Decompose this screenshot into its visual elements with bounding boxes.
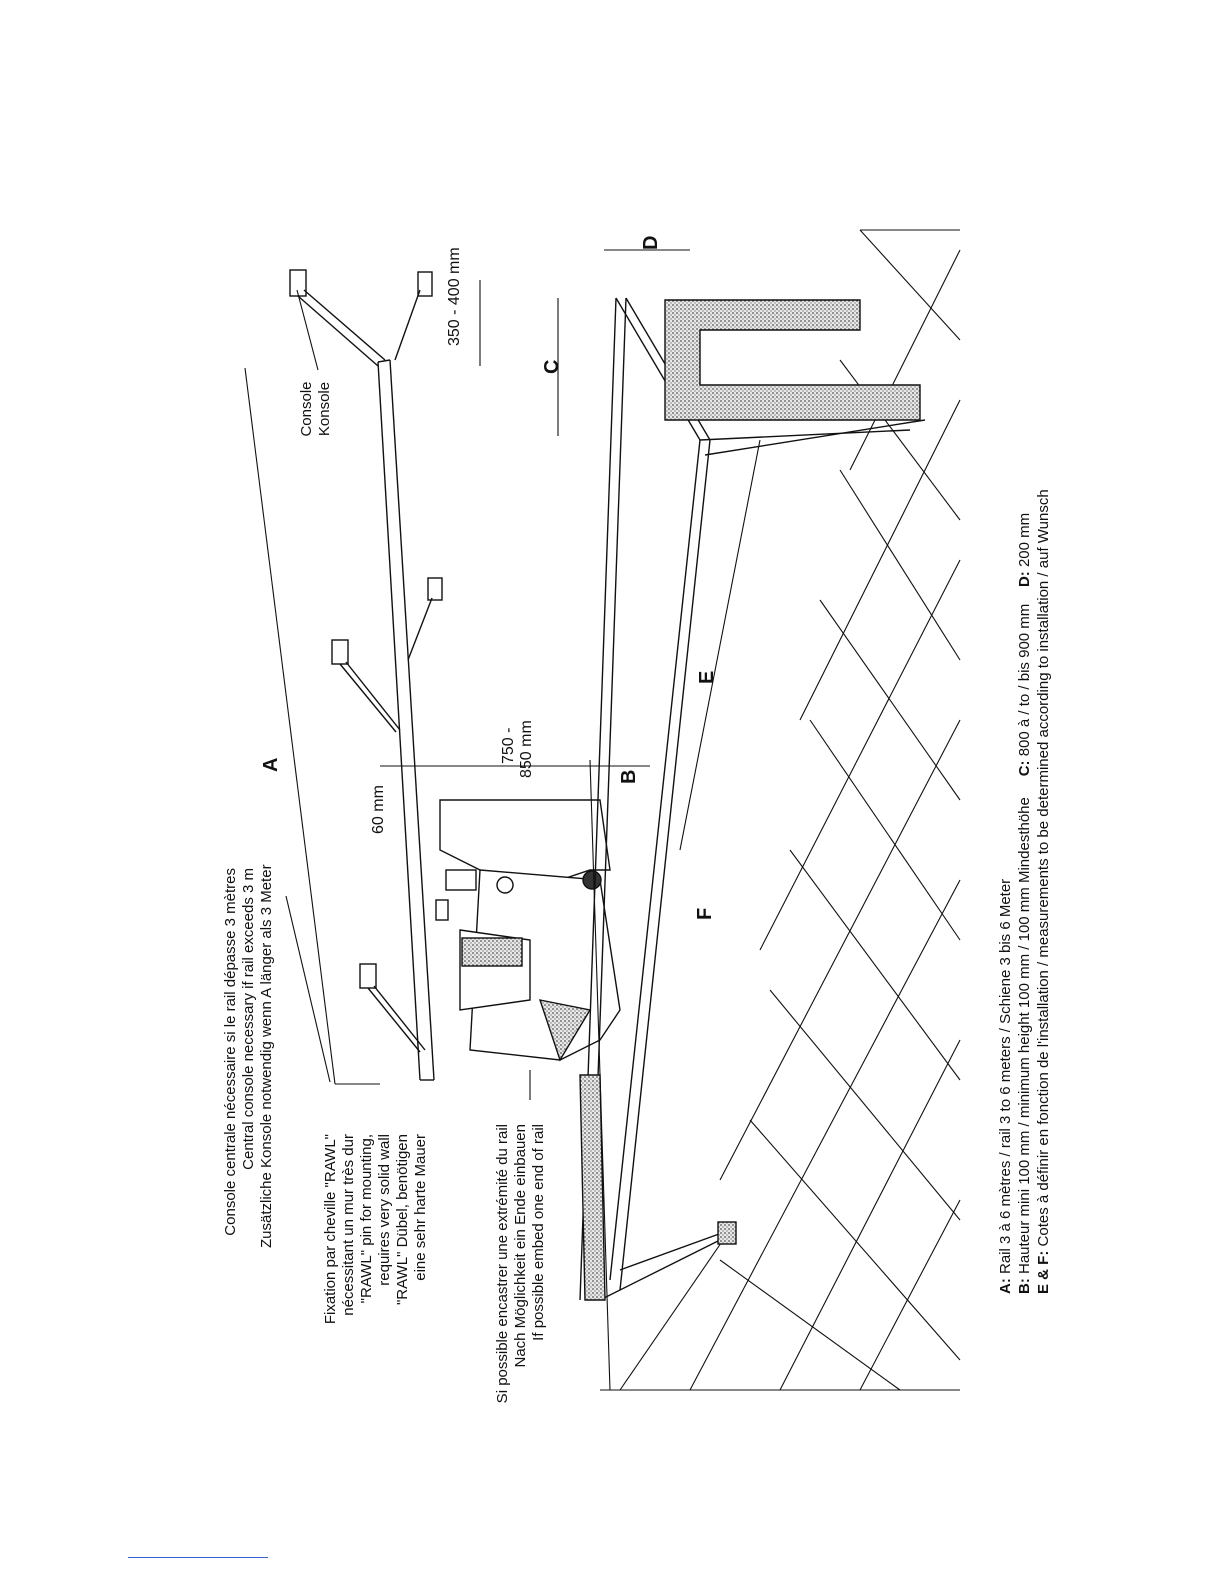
embed-fr: Si possible encastrer une extrémité du rail — [494, 1124, 511, 1404]
legend — [996, 489, 1053, 1294]
dim-d: D — [640, 235, 662, 250]
console-label — [298, 374, 334, 444]
rawl-line-6: eine sehr harte Mauer — [412, 1134, 429, 1281]
dim-a: A — [260, 757, 282, 772]
embed-note — [494, 1124, 548, 1464]
dim-750: 750 - — [500, 727, 517, 764]
central-console-en: Central console necessary if rail exceeds 3 m — [240, 868, 257, 1170]
legend-a: A: Rail 3 à 6 mètres / rail 3 to 6 meters / Schiene 3 bis 6 Meter — [997, 878, 1014, 1294]
dim-c: C — [541, 359, 563, 374]
dim-b: B — [618, 769, 640, 784]
dim-60mm: 60 mm — [370, 785, 387, 834]
central-console-fr: Console centrale nécessaire si le rail dépasse 3 mètres — [222, 868, 239, 1236]
dim-850: 850 mm — [518, 720, 535, 778]
dim-e: E — [696, 670, 718, 684]
embed-de: Nach Möglichkeit ein Ende einbauen — [512, 1124, 529, 1368]
central-console-note — [222, 864, 276, 1248]
legend-ef: E & F: Cotes à définir en fonction de l'installation / measurements to be determined according to installation / auf Wunsch — [1035, 489, 1052, 1294]
rawl-line-3: "RAWL" pin for mounting, — [358, 1134, 375, 1304]
rawl-line-5: "RAWL" Dübel, benötigen — [394, 1134, 411, 1306]
footer-rule — [128, 1557, 268, 1558]
rawl-note — [322, 1134, 430, 1404]
central-console-de: Zusätzliche Konsole notwendig wenn A länger als 3 Meter — [258, 864, 275, 1248]
rawl-line-4: requires very solid wall — [376, 1134, 393, 1286]
legend-b-c-d: B: Hauteur mini 100 mm / minimum height 100 mm / 100 mm Mindesthöhe C: 800 à / to / bis 900 mm D: 200 mm — [1016, 512, 1033, 1294]
console-de: Konsole — [316, 381, 333, 437]
rawl-line-1: Fixation par cheville "RAWL" — [322, 1134, 339, 1325]
console-fr: Console — [298, 381, 315, 437]
embed-en: If possible embed one end of rail — [530, 1124, 547, 1341]
dim-350-400: 350 - 400 mm — [446, 247, 463, 346]
rawl-line-2: nécessitant un mur très dur — [340, 1134, 357, 1316]
dim-f: F — [694, 907, 716, 920]
